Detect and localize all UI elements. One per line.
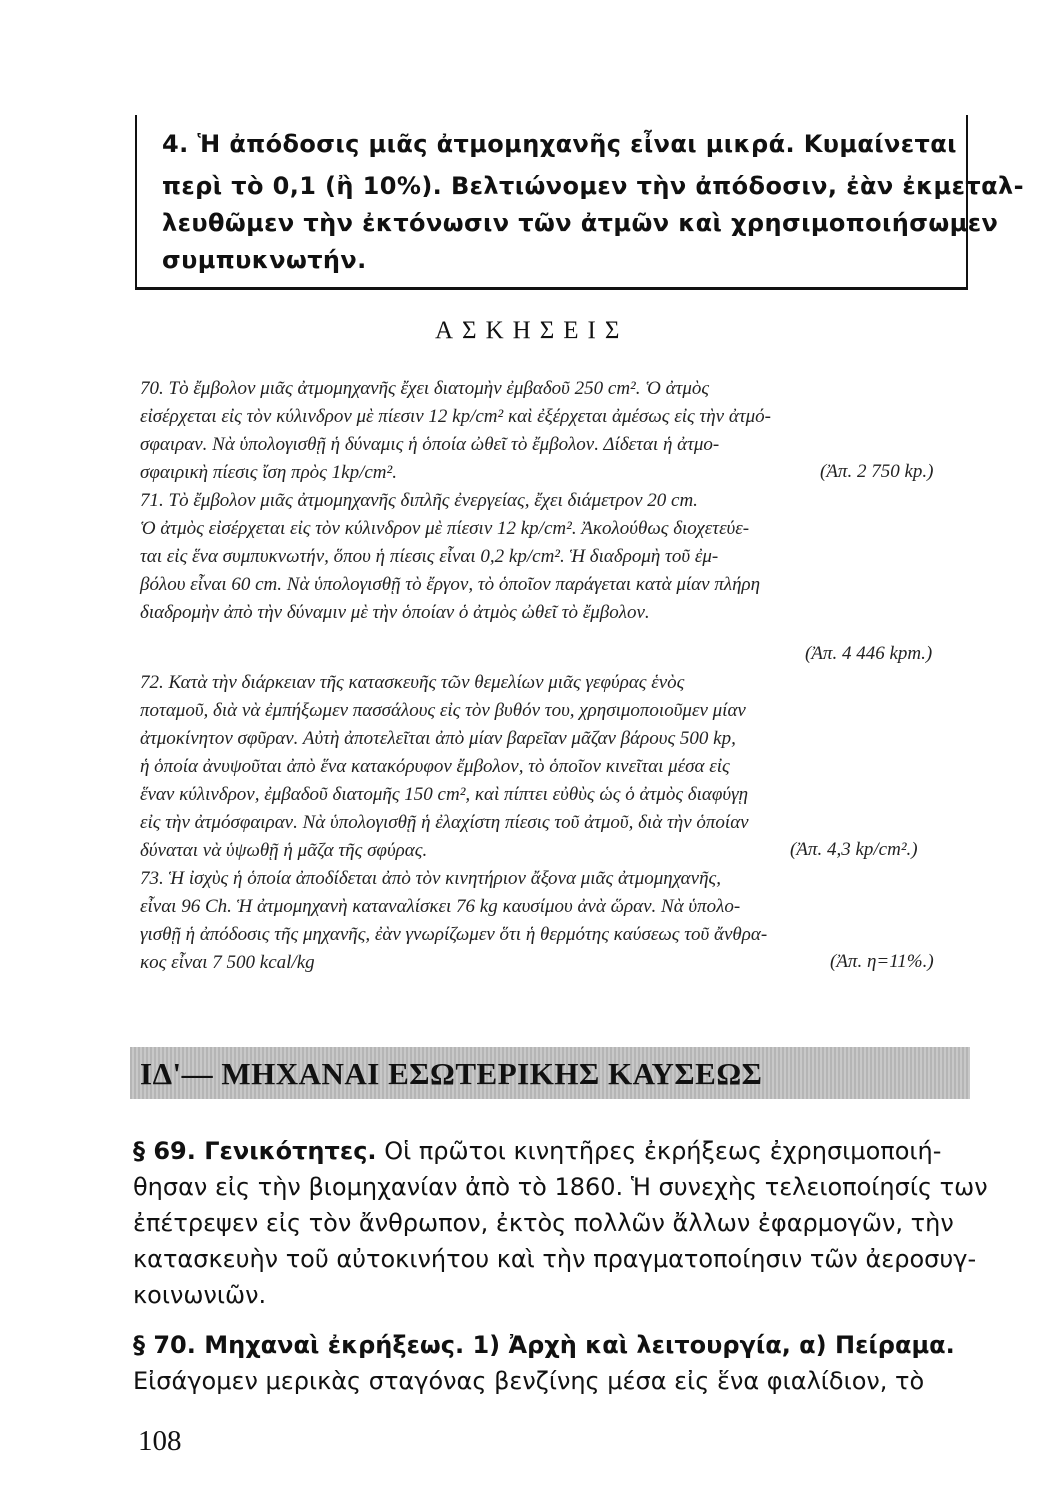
exercise-line: 70. Τὸ ἔμβολον μιᾶς ἀτμομηχανῆς ἔχει διατομὴν ἐμβαδοῦ 250 cm². Ὁ ἀτμὸς <box>140 378 710 399</box>
exercise-line: 71. Τὸ ἔμβολον μιᾶς ἀτμομηχανῆς διπλῆς ἐνεργείας, ἔχει διάμετρον 20 cm. <box>140 490 698 511</box>
section-69-line: κοινωνιῶν. <box>133 1281 267 1309</box>
exercise-line: εἰσέρχεται εἰς τὸν κύλινδρον μὲ πίεσιν 12 kp/cm² καὶ ἐξέρχεται ἀμέσως εἰς τὴν ἀτμό- <box>140 406 771 427</box>
exercise-line: δύναται νὰ ὑψωθῇ ἡ μᾶζα τῆς σφύρας. <box>140 840 428 861</box>
answer-ex72: (Ἀπ. 4,3 kp/cm².) <box>790 839 918 860</box>
section-69-line: ἐπέτρεψεν εἰς τὸν ἄνθρωπον, ἐκτὸς πολλῶν ἄλλων ἐφαρμογῶν, τὴν <box>133 1209 954 1237</box>
section-69-first-line <box>133 1133 941 1169</box>
exercise-line: κος εἶναι 7 500 kcal/kg <box>140 952 315 973</box>
exercise-line: εἶναι 96 Ch. Ἡ ἀτμομηχανὴ καταναλίσκει 76 kg καυσίμου ἀνὰ ὥραν. Νὰ ὑπολο- <box>140 896 741 917</box>
exercise-line: γισθῇ ἡ ἀπόδοσις τῆς μηχανῆς, ἐὰν γνωρίζωμεν ὅτι ἡ θερμότης καύσεως τοῦ ἄνθρα- <box>140 924 768 945</box>
exercise-line: διαδρομὴν ἀπὸ τὴν δύναμιν μὲ τὴν ὁποίαν ὁ ἀτμὸς ὠθεῖ τὸ ἔμβολον. <box>140 602 650 623</box>
answer-ex71: (Ἀπ. 4 446 kpm.) <box>805 643 933 664</box>
exercise-line: σφαιρικὴ πίεσις ἴση πρὸς 1kp/cm². <box>140 462 397 483</box>
section-69-line: κατασκευὴν τοῦ αὐτοκινήτου καὶ τὴν πραγματοποίησιν τῶν ἀεροσυγ- <box>133 1245 977 1273</box>
exercise-line: βόλου εἶναι 60 cm. Νὰ ὑπολογισθῇ τὸ ἔργον, τὸ ὁποῖον παράγεται κατὰ μίαν πλήρη <box>140 574 761 595</box>
summary-line-1: 4. Ἡ ἀπόδοσις μιᾶς ἀτμομηχανῆς εἶναι μικρά. Κυμαίνεται <box>162 130 957 158</box>
exercises-title: ΑΣΚΗΣΕΙΣ <box>435 317 629 344</box>
exercise-line: 72. Κατὰ τὴν διάρκειαν τῆς κατασκευῆς τῶν θεμελίων μιᾶς γεφύρας ἑνὸς <box>140 672 685 693</box>
exercise-line: ἡ ὁποία ἀνυψοῦται ἀπὸ ἕνα κατακόρυφον ἔμβολον, τὸ ὁποῖον κινεῖται μέσα εἰς <box>140 756 730 777</box>
exercise-line: Ὁ ἀτμὸς εἰσέρχεται εἰς τὸν κύλινδρον μὲ πίεσιν 12 kp/cm². Ἀκολούθως διοχετεύε- <box>140 518 750 539</box>
section-70-line: Εἰσάγομεν μερικὰς σταγόνας βενζίνης μέσα εἰς ἕνα φιαλίδιον, τὸ <box>133 1367 925 1395</box>
exercise-line: εἰς τὴν ἀτμόσφαιραν. Νὰ ὑπολογισθῇ ἡ ἐλαχίστη πίεσις τοῦ ἀτμοῦ, διὰ τὴν ὁποίαν <box>140 812 749 833</box>
exercise-line: ἕναν κύλινδρον, ἐμβαδοῦ διατομῆς 150 cm², καὶ πίπτει εὐθὺς ὡς ὁ ἀτμὸς διαφύγῃ <box>140 784 749 805</box>
summary-line-4: συμπυκνωτήν. <box>162 246 367 274</box>
answer-ex70: (Ἀπ. 2 750 kp.) <box>820 461 934 482</box>
section-70-heading: § 70. Μηχαναὶ ἐκρήξεως. 1) Ἀρχὴ καὶ λειτουργία, α) Πείραμα. <box>133 1331 955 1359</box>
summary-line-2: περὶ τὸ 0,1 (ἢ 10%). Βελτιώνομεν τὴν ἀπόδοσιν, ἐὰν ἐκμεταλ- <box>162 172 1024 200</box>
exercise-line: ται εἰς ἕνα συμπυκνωτήν, ὅπου ἡ πίεσις εἶναι 0,2 kp/cm². Ἡ διαδρομὴ τοῦ ἐμ- <box>140 546 719 567</box>
exercise-line: σφαιραν. Νὰ ὑπολογισθῇ ἡ δύναμις ἡ ὁποία ὠθεῖ τὸ ἔμβολον. Δίδεται ἡ ἀτμο- <box>140 434 720 455</box>
section-69-text: Οἱ πρῶτοι κινητῆρες ἐκρήξεως ἐχρησιμοποιή- <box>384 1137 942 1165</box>
page-number: 108 <box>138 1425 182 1457</box>
section-69-heading: § 69. Γενικότητες. <box>133 1137 377 1165</box>
section-69-line: θησαν εἰς τὴν βιομηχανίαν ἀπὸ τὸ 1860. Ἡ συνεχὴς τελειοποίησίς των <box>133 1173 988 1201</box>
exercise-line: ἀτμοκίνητον σφῦραν. Αὐτὴ ἀποτελεῖται ἀπὸ μίαν βαρεῖαν μᾶζαν βάρους 500 kp, <box>140 728 736 749</box>
answer-ex73: (Ἀπ. η=11%.) <box>830 951 934 972</box>
summary-line-3: λευθῶμεν τὴν ἐκτόνωσιν τῶν ἀτμῶν καὶ χρησιμοποιήσωμεν <box>162 209 999 237</box>
exercise-line: 73. Ἡ ἰσχὺς ἡ ὁποία ἀποδίδεται ἀπὸ τὸν κινητήριον ἄξονα μιᾶς ἀτμομηχανῆς, <box>140 868 721 889</box>
exercise-line: ποταμοῦ, διὰ νὰ ἐμπήξωμεν πασσάλους εἰς τὸν βυθόν του, χρησιμοποιοῦμεν μίαν <box>140 700 746 721</box>
chapter-title: ΙΔ'— ΜΗΧΑΝΑΙ ΕΣΩΤΕΡΙΚΗΣ ΚΑΥΣΕΩΣ <box>140 1056 763 1091</box>
